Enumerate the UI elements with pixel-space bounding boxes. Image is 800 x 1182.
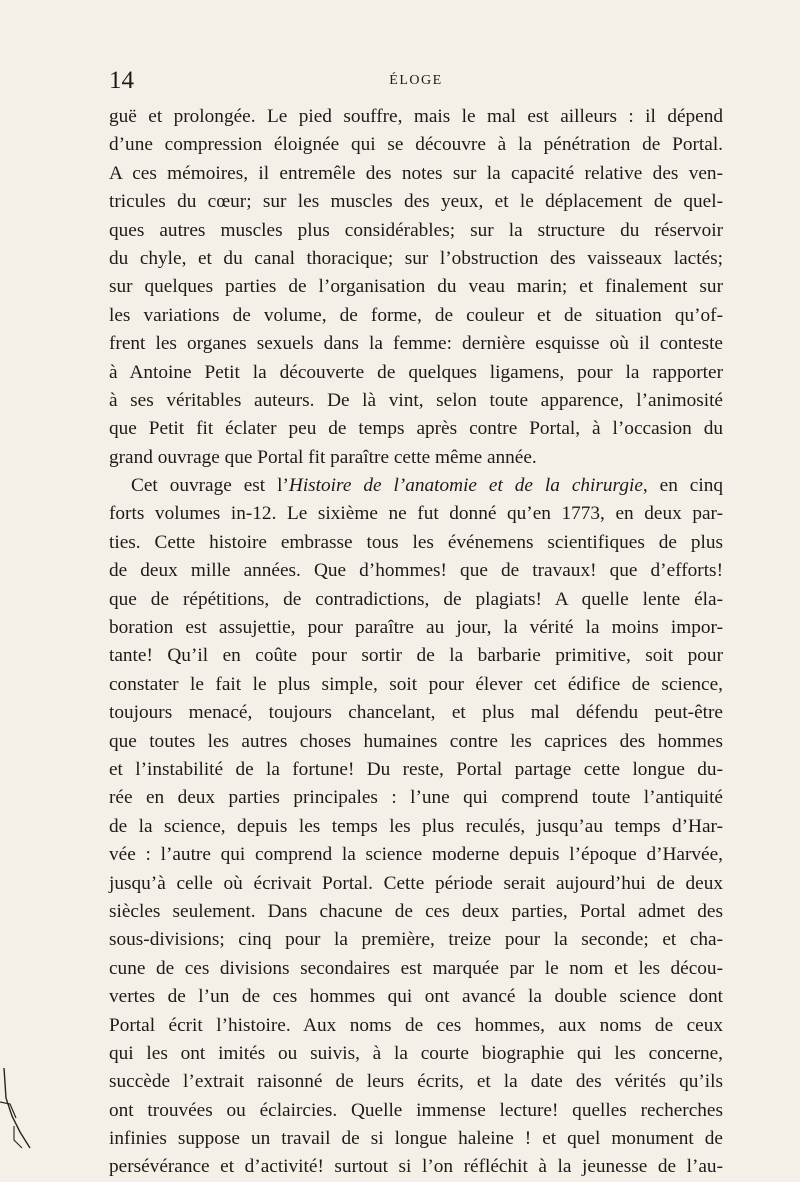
text-line: toujours menacé, toujours chancelant, et plus mal défendu peut-être (109, 702, 723, 724)
text-line: sous-divisions; cinq pour la première, treize pour la seconde; et cha- (109, 929, 723, 951)
text-line: Portal écrit l’histoire. Aux noms de ces hommes, aux noms de ceux (109, 1014, 723, 1036)
text-line: que de répétitions, de contradictions, de plagiats! A quelle lente éla- (109, 588, 723, 610)
text-line: que Petit fit éclater peu de temps après contre Portal, à l’occasion du (109, 418, 723, 440)
text-line: vée : l’autre qui comprend la science moderne depuis l’époque d’Harvée, (109, 844, 723, 866)
text-line: vertes de l’un de ces hommes qui ont avancé la double science dont (109, 986, 723, 1008)
text-line: A ces mémoires, il entremêle des notes sur la capacité relative des ven- (109, 162, 723, 184)
text-line: rée en deux parties principales : l’une qui comprend toute l’antiquité (109, 787, 723, 809)
page-header (109, 68, 723, 94)
text-fragment: Cet ouvrage est l’ (131, 475, 289, 497)
text-line: frent les organes sexuels dans la femme: dernière esquisse où il conteste (109, 333, 723, 355)
text-line: siècles seulement. Dans chacune de ces deux parties, Portal admet des (109, 900, 723, 922)
text-fragment: , en cinq (642, 475, 723, 497)
text-line: guë et prolongée. Le pied souffre, mais le mal est ailleurs : il dépend (109, 106, 723, 127)
running-title: ÉLOGE (389, 73, 443, 88)
text-line: tricules du cœur; sur les muscles des yeux, et le déplacement de quel- (109, 191, 723, 213)
text-line: sur quelques parties de l’organisation du veau marin; et finalement sur (109, 276, 723, 298)
text-line: de deux mille années. Que d’hommes! que de travaux! que d’efforts! (109, 560, 723, 582)
body-text (109, 103, 723, 1182)
text-line: ont trouvées ou éclaircies. Quelle immense lecture! quelles recherches (109, 1099, 723, 1121)
text-line: ties. Cette histoire embrasse tous les événemens scientifiques de plus (109, 531, 723, 553)
text-line: que toutes les autres choses humaines contre les caprices des hommes (109, 730, 723, 752)
text-line: d’une compression éloignée qui se découvre à la pénétration de Portal. (109, 134, 723, 156)
text-line: tante! Qu’il en coûte pour sortir de la barbarie primitive, soit pour (109, 645, 723, 667)
text-line: du chyle, et du canal thoracique; sur l’obstruction des vaisseaux lactés; (109, 247, 723, 269)
text-line-with-title (109, 472, 723, 500)
text-line: infinies suppose un travail de si longue haleine ! et quel monument de (109, 1128, 723, 1150)
text-line: persévérance et d’activité! surtout si l’on réfléchit à la jeunesse de l’au- (109, 1156, 723, 1178)
text-line: boration est assujettie, pour paraître au jour, la vérité la moins impor- (109, 617, 723, 639)
text-line: et l’instabilité de la fortune! Du reste, Portal partage cette longue du- (109, 758, 723, 780)
page-number: 14 (109, 67, 134, 94)
text-line: de la science, depuis les temps les plus reculés, jusqu’au temps d’Har- (109, 815, 723, 837)
text-line: constater le fait le plus simple, soit pour élever cet édifice de science, (109, 673, 723, 695)
paragraph-1 (109, 103, 723, 472)
text-line: jusqu’à celle où écrivait Portal. Cette période serait aujourd’hui de deux (109, 872, 723, 894)
text-line: succède l’extrait raisonné de leurs écrits, et la date des vérités qu’ils (109, 1071, 723, 1093)
text-line: grand ouvrage que Portal fit paraître cette même année. (109, 446, 537, 468)
text-line: à Antoine Petit la découverte de quelques ligamens, pour la rapporter (109, 361, 723, 383)
book-title: Histoire de l’anatomie et de la chirurgie (288, 475, 643, 497)
text-line: forts volumes in-12. Le sixième ne fut donné qu’en 1773, en deux par- (109, 503, 723, 525)
text-line: qui les ont imités ou suivis, à la courte biographie qui les concerne, (109, 1042, 723, 1064)
text-line: à ses véritables auteurs. De là vint, selon toute apparence, l’animosité (109, 389, 723, 411)
paragraph-2 (109, 472, 723, 1182)
text-line: les variations de volume, de forme, de couleur et de situation qu’of- (109, 304, 723, 326)
text-line: ques autres muscles plus considérables; sur la structure du réservoir (109, 219, 723, 241)
page-corner-mark (0, 1068, 36, 1149)
text-line: cune de ces divisions secondaires est marquée par le nom et les décou- (109, 957, 723, 979)
